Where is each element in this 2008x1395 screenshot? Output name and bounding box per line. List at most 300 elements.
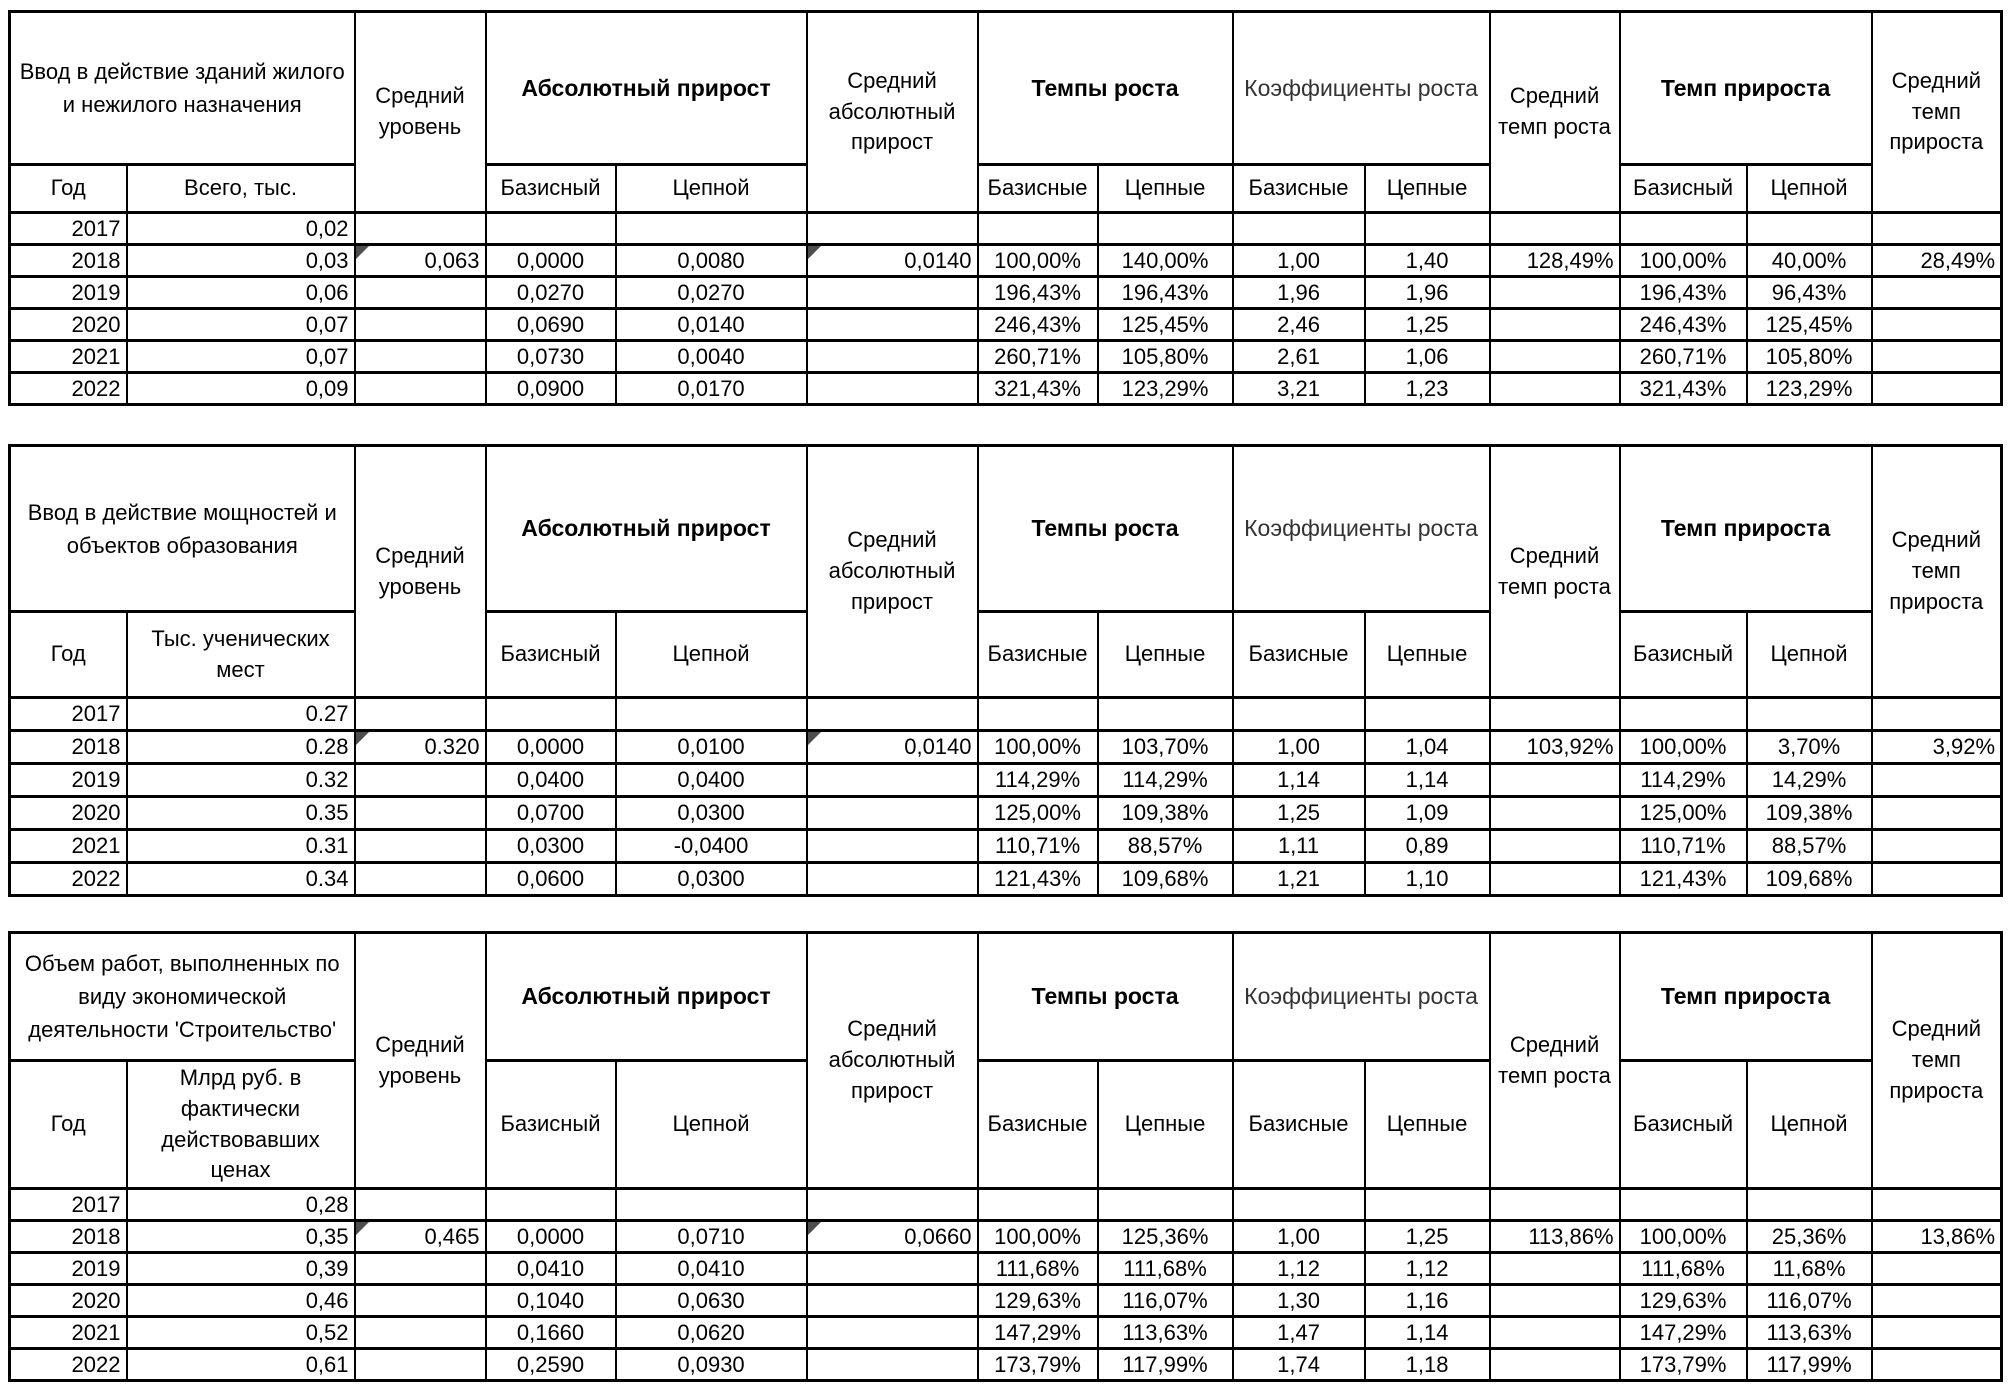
cell-gain-chain: 88,57%	[1747, 830, 1872, 863]
cell-avg-gain-rate	[1872, 245, 2002, 277]
col-header-base: Базисный	[1620, 165, 1747, 213]
col-header-avg-abs-growth: Средний абсолютный прирост	[807, 12, 978, 213]
cell-avg-gain-rate	[1872, 797, 2002, 830]
cell-coef-base: 2,46	[1233, 309, 1365, 341]
cell-avg-level	[355, 731, 486, 764]
cell-rate-chain: 117,99%	[1098, 1349, 1233, 1381]
cell-rate-chain	[1098, 213, 1233, 245]
cell-abs-base: 0,0400	[486, 764, 616, 797]
col-header-chain: Цепной	[1747, 1061, 1872, 1189]
avg-value: 0,0140	[904, 247, 972, 273]
cell-avg-abs-growth	[807, 764, 978, 797]
avg-value: 128,49%	[1526, 247, 1614, 273]
col-header-avg-gain-rate: Средний темп прироста	[1872, 933, 2002, 1189]
avg-value: 13,86%	[1920, 1223, 1996, 1249]
col-header-base: Базисные	[978, 612, 1098, 698]
cell-abs-base: 0,0900	[486, 373, 616, 405]
col-header-year: Год	[10, 1061, 127, 1189]
col-header-avg-level: Средний уровень	[355, 12, 486, 213]
cell-abs-base: 0,0270	[486, 277, 616, 309]
cell-rate-chain: 103,70%	[1098, 731, 1233, 764]
table-row	[10, 830, 2002, 863]
comment-marker-icon	[356, 246, 369, 259]
cell-rate-base: 114,29%	[978, 764, 1098, 797]
cell-coef-chain	[1365, 698, 1490, 731]
cell-gain-base	[1620, 698, 1747, 731]
cell-value: 0.27	[127, 698, 355, 731]
cell-avg-growth-rate	[1490, 1189, 1620, 1221]
cell-abs-base: 0,0410	[486, 1253, 616, 1285]
cell-avg-gain-rate	[1872, 373, 2002, 405]
cell-year: 2022	[10, 1349, 127, 1381]
cell-coef-chain: 1,16	[1365, 1285, 1490, 1317]
cell-abs-base: 0,2590	[486, 1349, 616, 1381]
cell-avg-abs-growth	[807, 1349, 978, 1381]
cell-avg-abs-growth	[807, 1221, 978, 1253]
table-row	[10, 1317, 2002, 1349]
cell-rate-base: 100,00%	[978, 1221, 1098, 1253]
cell-avg-level	[355, 245, 486, 277]
cell-abs-base: 0,0690	[486, 309, 616, 341]
cell-avg-gain-rate	[1872, 698, 2002, 731]
cell-value: 0,07	[127, 341, 355, 373]
cell-avg-growth-rate	[1490, 764, 1620, 797]
cell-year: 2021	[10, 830, 127, 863]
cell-gain-chain: 117,99%	[1747, 1349, 1872, 1381]
cell-gain-base: 114,29%	[1620, 764, 1747, 797]
cell-rate-base: 100,00%	[978, 731, 1098, 764]
cell-rate-base: 100,00%	[978, 245, 1098, 277]
col-header-year: Год	[10, 165, 127, 213]
col-header-avg-growth-rate: Средний темп роста	[1490, 933, 1620, 1189]
col-header-base: Базисный	[486, 1061, 616, 1189]
cell-avg-level	[355, 1285, 486, 1317]
table-row	[10, 373, 2002, 405]
cell-abs-chain: 0,0080	[616, 245, 807, 277]
table-title: Ввод в действие зданий жилого и нежилого назначения	[10, 12, 355, 165]
cell-coef-chain: 1,18	[1365, 1349, 1490, 1381]
cell-rate-base: 110,71%	[978, 830, 1098, 863]
cell-avg-level	[355, 1189, 486, 1221]
col-group-growth-rates: Темпы роста	[978, 933, 1233, 1061]
cell-gain-base: 100,00%	[1620, 1221, 1747, 1253]
cell-rate-chain: 116,07%	[1098, 1285, 1233, 1317]
col-header-base: Базисный	[1620, 612, 1747, 698]
cell-avg-level	[355, 863, 486, 896]
cell-year: 2019	[10, 764, 127, 797]
cell-value: 0.31	[127, 830, 355, 863]
cell-gain-base	[1620, 213, 1747, 245]
col-group-growth-coefficients: Коэффициенты роста	[1233, 12, 1490, 165]
cell-coef-chain: 0,89	[1365, 830, 1490, 863]
cell-year: 2019	[10, 1253, 127, 1285]
cell-avg-abs-growth	[807, 1285, 978, 1317]
cell-avg-growth-rate	[1490, 373, 1620, 405]
cell-abs-chain	[616, 1189, 807, 1221]
cell-avg-growth-rate	[1490, 309, 1620, 341]
col-header-base: Базисные	[978, 165, 1098, 213]
col-header-avg-gain-rate: Средний темп прироста	[1872, 12, 2002, 213]
cell-value: 0,52	[127, 1317, 355, 1349]
cell-coef-chain: 1,25	[1365, 309, 1490, 341]
cell-abs-chain: -0,0400	[616, 830, 807, 863]
cell-avg-growth-rate	[1490, 797, 1620, 830]
cell-avg-gain-rate	[1872, 341, 2002, 373]
col-header-unit: Тыс. ученических мест	[127, 612, 355, 698]
cell-abs-chain: 0,0410	[616, 1253, 807, 1285]
cell-abs-base	[486, 1189, 616, 1221]
col-header-avg-abs-growth: Средний абсолютный прирост	[807, 933, 978, 1189]
cell-avg-level	[355, 373, 486, 405]
cell-avg-gain-rate	[1872, 1317, 2002, 1349]
cell-coef-base	[1233, 1189, 1365, 1221]
col-group-growth-coefficients: Коэффициенты роста	[1233, 446, 1490, 612]
cell-rate-base	[978, 698, 1098, 731]
cell-value: 0,02	[127, 213, 355, 245]
cell-value: 0,07	[127, 309, 355, 341]
cell-coef-chain: 1,09	[1365, 797, 1490, 830]
col-header-base: Базисные	[978, 1061, 1098, 1189]
cell-avg-abs-growth	[807, 309, 978, 341]
cell-year: 2020	[10, 309, 127, 341]
cell-rate-base	[978, 1189, 1098, 1221]
col-header-base: Базисный	[486, 165, 616, 213]
cell-abs-chain	[616, 213, 807, 245]
cell-coef-chain: 1,14	[1365, 764, 1490, 797]
col-header-chain: Цепные	[1365, 612, 1490, 698]
col-header-base: Базисный	[1620, 1061, 1747, 1189]
col-header-year: Год	[10, 612, 127, 698]
cell-avg-level	[355, 213, 486, 245]
cell-rate-base: 246,43%	[978, 309, 1098, 341]
cell-gain-base: 260,71%	[1620, 341, 1747, 373]
cell-avg-growth-rate	[1490, 1285, 1620, 1317]
cell-value: 0,61	[127, 1349, 355, 1381]
cell-coef-chain: 1,40	[1365, 245, 1490, 277]
table-row	[10, 245, 2002, 277]
cell-value: 0,46	[127, 1285, 355, 1317]
col-group-abs-growth: Абсолютный прирост	[486, 12, 807, 165]
cell-coef-chain: 1,14	[1365, 1317, 1490, 1349]
cell-avg-abs-growth	[807, 863, 978, 896]
cell-gain-chain: 25,36%	[1747, 1221, 1872, 1253]
cell-coef-base: 1,11	[1233, 830, 1365, 863]
cell-year: 2022	[10, 863, 127, 896]
col-header-avg-level: Средний уровень	[355, 933, 486, 1189]
cell-avg-growth-rate	[1490, 863, 1620, 896]
cell-abs-chain	[616, 698, 807, 731]
avg-value: 0,063	[424, 247, 480, 273]
cell-value: 0,06	[127, 277, 355, 309]
avg-value: 28,49%	[1920, 247, 1996, 273]
cell-avg-growth-rate	[1490, 731, 1620, 764]
cell-rate-chain	[1098, 698, 1233, 731]
cell-abs-base: 0,0300	[486, 830, 616, 863]
cell-avg-level	[355, 1253, 486, 1285]
avg-value: 0,0660	[904, 1223, 972, 1249]
table-row	[10, 1349, 2002, 1381]
avg-value: 0,0140	[904, 734, 972, 759]
cell-abs-chain: 0,0270	[616, 277, 807, 309]
col-group-growth-coefficients: Коэффициенты роста	[1233, 933, 1490, 1061]
cell-gain-chain: 14,29%	[1747, 764, 1872, 797]
col-group-abs-growth: Абсолютный прирост	[486, 933, 807, 1061]
cell-gain-chain: 40,00%	[1747, 245, 1872, 277]
cell-avg-abs-growth	[807, 277, 978, 309]
comment-marker-icon	[808, 732, 821, 745]
cell-coef-base: 1,74	[1233, 1349, 1365, 1381]
cell-avg-gain-rate	[1872, 1189, 2002, 1221]
col-header-chain: Цепной	[616, 612, 807, 698]
cell-abs-chain: 0,0170	[616, 373, 807, 405]
cell-year: 2020	[10, 1285, 127, 1317]
cell-avg-level	[355, 1317, 486, 1349]
cell-avg-gain-rate	[1872, 1349, 2002, 1381]
cell-avg-growth-rate	[1490, 830, 1620, 863]
cell-abs-chain: 0,0630	[616, 1285, 807, 1317]
cell-avg-level	[355, 797, 486, 830]
cell-abs-base: 0,0000	[486, 245, 616, 277]
col-header-base: Базисные	[1233, 1061, 1365, 1189]
cell-gain-chain: 11,68%	[1747, 1253, 1872, 1285]
cell-avg-abs-growth	[807, 213, 978, 245]
cell-year: 2017	[10, 1189, 127, 1221]
cell-abs-chain: 0,0400	[616, 764, 807, 797]
cell-gain-chain	[1747, 698, 1872, 731]
cell-gain-chain: 109,38%	[1747, 797, 1872, 830]
cell-coef-chain: 1,96	[1365, 277, 1490, 309]
cell-abs-chain: 0,0930	[616, 1349, 807, 1381]
cell-value: 0,03	[127, 245, 355, 277]
col-header-base: Базисный	[486, 612, 616, 698]
cell-avg-abs-growth	[807, 797, 978, 830]
table-row	[10, 213, 2002, 245]
avg-value: 113,86%	[1528, 1223, 1614, 1249]
cell-value: 0.35	[127, 797, 355, 830]
cell-gain-chain: 96,43%	[1747, 277, 1872, 309]
table-row	[10, 698, 2002, 731]
cell-gain-chain: 105,80%	[1747, 341, 1872, 373]
cell-value: 0,09	[127, 373, 355, 405]
cell-rate-base: 196,43%	[978, 277, 1098, 309]
cell-year: 2017	[10, 213, 127, 245]
cell-value: 0.32	[127, 764, 355, 797]
cell-avg-gain-rate	[1872, 764, 2002, 797]
cell-gain-base: 110,71%	[1620, 830, 1747, 863]
avg-value: 103,92%	[1526, 734, 1614, 759]
cell-gain-chain: 125,45%	[1747, 309, 1872, 341]
col-header-chain: Цепной	[616, 1061, 807, 1189]
cell-gain-base: 125,00%	[1620, 797, 1747, 830]
cell-abs-chain: 0,0710	[616, 1221, 807, 1253]
cell-gain-base: 147,29%	[1620, 1317, 1747, 1349]
cell-avg-abs-growth	[807, 830, 978, 863]
table-row	[10, 731, 2002, 764]
cell-avg-gain-rate	[1872, 1221, 2002, 1253]
cell-gain-chain: 116,07%	[1747, 1285, 1872, 1317]
col-group-growth-rates: Темпы роста	[978, 446, 1233, 612]
table-row	[10, 764, 2002, 797]
col-header-avg-level: Средний уровень	[355, 446, 486, 698]
table-construction	[8, 931, 2003, 1382]
col-header-avg-abs-growth: Средний абсолютный прирост	[807, 446, 978, 698]
cell-rate-chain: 114,29%	[1098, 764, 1233, 797]
cell-avg-gain-rate	[1872, 863, 2002, 896]
cell-coef-base	[1233, 213, 1365, 245]
cell-coef-base: 1,25	[1233, 797, 1365, 830]
cell-rate-chain: 123,29%	[1098, 373, 1233, 405]
table-row	[10, 1189, 2002, 1221]
comment-marker-icon	[356, 1222, 369, 1235]
cell-avg-gain-rate	[1872, 1253, 2002, 1285]
cell-rate-chain: 113,63%	[1098, 1317, 1233, 1349]
cell-coef-chain: 1,12	[1365, 1253, 1490, 1285]
cell-gain-chain: 123,29%	[1747, 373, 1872, 405]
col-header-chain: Цепные	[1098, 1061, 1233, 1189]
cell-coef-chain: 1,23	[1365, 373, 1490, 405]
cell-avg-level	[355, 1349, 486, 1381]
cell-abs-chain: 0,0620	[616, 1317, 807, 1349]
table-education	[8, 444, 2003, 897]
table-row	[10, 797, 2002, 830]
col-group-growth-rates: Темпы роста	[978, 12, 1233, 165]
cell-rate-chain: 196,43%	[1098, 277, 1233, 309]
cell-avg-abs-growth	[807, 1317, 978, 1349]
col-header-chain: Цепной	[616, 165, 807, 213]
cell-avg-growth-rate	[1490, 213, 1620, 245]
cell-coef-base: 3,21	[1233, 373, 1365, 405]
cell-abs-chain: 0,0100	[616, 731, 807, 764]
table-buildings	[8, 10, 2003, 406]
col-header-base: Базисные	[1233, 165, 1365, 213]
cell-gain-base: 121,43%	[1620, 863, 1747, 896]
cell-avg-level	[355, 764, 486, 797]
cell-avg-growth-rate	[1490, 1317, 1620, 1349]
cell-rate-base	[978, 213, 1098, 245]
cell-abs-base: 0,1040	[486, 1285, 616, 1317]
cell-coef-base	[1233, 698, 1365, 731]
avg-value: 3,92%	[1932, 734, 1996, 759]
cell-abs-base: 0,0600	[486, 863, 616, 896]
col-header-chain: Цепной	[1747, 165, 1872, 213]
cell-rate-base: 121,43%	[978, 863, 1098, 896]
cell-avg-abs-growth	[807, 341, 978, 373]
cell-abs-base	[486, 213, 616, 245]
cell-year: 2018	[10, 731, 127, 764]
cell-rate-chain: 111,68%	[1098, 1253, 1233, 1285]
cell-year: 2018	[10, 1221, 127, 1253]
cell-gain-base: 246,43%	[1620, 309, 1747, 341]
cell-rate-base: 111,68%	[978, 1253, 1098, 1285]
col-header-avg-growth-rate: Средний темп роста	[1490, 446, 1620, 698]
table-title: Ввод в действие мощностей и объектов образования	[10, 446, 355, 612]
cell-coef-chain	[1365, 213, 1490, 245]
cell-coef-base: 1,30	[1233, 1285, 1365, 1317]
cell-rate-chain: 109,68%	[1098, 863, 1233, 896]
avg-value: 0,465	[424, 1223, 480, 1249]
cell-abs-chain: 0,0300	[616, 797, 807, 830]
col-header-avg-gain-rate: Средний темп прироста	[1872, 446, 2002, 698]
col-header-chain: Цепные	[1365, 165, 1490, 213]
cell-rate-chain: 140,00%	[1098, 245, 1233, 277]
cell-gain-chain	[1747, 213, 1872, 245]
cell-rate-chain: 125,36%	[1098, 1221, 1233, 1253]
cell-coef-base: 1,21	[1233, 863, 1365, 896]
col-group-gain-rate: Темп прироста	[1620, 446, 1872, 612]
col-header-chain: Цепные	[1098, 165, 1233, 213]
col-header-chain: Цепные	[1365, 1061, 1490, 1189]
cell-year: 2018	[10, 245, 127, 277]
cell-year: 2022	[10, 373, 127, 405]
cell-gain-chain: 3,70%	[1747, 731, 1872, 764]
cell-avg-level	[355, 277, 486, 309]
cell-abs-base: 0,0000	[486, 731, 616, 764]
cell-gain-base	[1620, 1189, 1747, 1221]
cell-value: 0,35	[127, 1221, 355, 1253]
cell-coef-base: 1,12	[1233, 1253, 1365, 1285]
cell-avg-abs-growth	[807, 1253, 978, 1285]
table-gap	[8, 406, 2000, 444]
cell-coef-base: 1,00	[1233, 731, 1365, 764]
col-group-gain-rate: Темп прироста	[1620, 12, 1872, 165]
table-row	[10, 341, 2002, 373]
cell-abs-base: 0,0000	[486, 1221, 616, 1253]
cell-abs-chain: 0,0300	[616, 863, 807, 896]
col-header-chain: Цепной	[1747, 612, 1872, 698]
cell-avg-growth-rate	[1490, 698, 1620, 731]
cell-rate-base: 147,29%	[978, 1317, 1098, 1349]
cell-coef-chain: 1,10	[1365, 863, 1490, 896]
cell-avg-level	[355, 830, 486, 863]
cell-coef-chain: 1,25	[1365, 1221, 1490, 1253]
cell-gain-chain: 109,68%	[1747, 863, 1872, 896]
cell-rate-base: 129,63%	[978, 1285, 1098, 1317]
cell-avg-level	[355, 1221, 486, 1253]
cell-rate-chain: 88,57%	[1098, 830, 1233, 863]
col-header-unit: Всего, тыс.	[127, 165, 355, 213]
cell-abs-base: 0,1660	[486, 1317, 616, 1349]
cell-year: 2019	[10, 277, 127, 309]
cell-gain-base: 196,43%	[1620, 277, 1747, 309]
cell-avg-growth-rate	[1490, 1253, 1620, 1285]
cell-rate-chain: 109,38%	[1098, 797, 1233, 830]
table-gap	[8, 897, 2000, 931]
cell-avg-gain-rate	[1872, 1285, 2002, 1317]
cell-coef-base: 1,96	[1233, 277, 1365, 309]
cell-avg-abs-growth	[807, 373, 978, 405]
cell-coef-chain	[1365, 1189, 1490, 1221]
comment-marker-icon	[808, 1222, 821, 1235]
cell-rate-base: 260,71%	[978, 341, 1098, 373]
cell-abs-chain: 0,0140	[616, 309, 807, 341]
cell-coef-chain: 1,06	[1365, 341, 1490, 373]
table-row	[10, 309, 2002, 341]
cell-coef-base: 1,14	[1233, 764, 1365, 797]
cell-value: 0.34	[127, 863, 355, 896]
cell-gain-base: 173,79%	[1620, 1349, 1747, 1381]
cell-gain-chain	[1747, 1189, 1872, 1221]
cell-rate-chain: 125,45%	[1098, 309, 1233, 341]
cell-rate-chain	[1098, 1189, 1233, 1221]
cell-gain-base: 100,00%	[1620, 731, 1747, 764]
table-row	[10, 277, 2002, 309]
cell-coef-base: 1,00	[1233, 1221, 1365, 1253]
cell-avg-abs-growth	[807, 698, 978, 731]
cell-avg-growth-rate	[1490, 341, 1620, 373]
cell-avg-level	[355, 698, 486, 731]
cell-value: 0.28	[127, 731, 355, 764]
cell-coef-base: 1,00	[1233, 245, 1365, 277]
